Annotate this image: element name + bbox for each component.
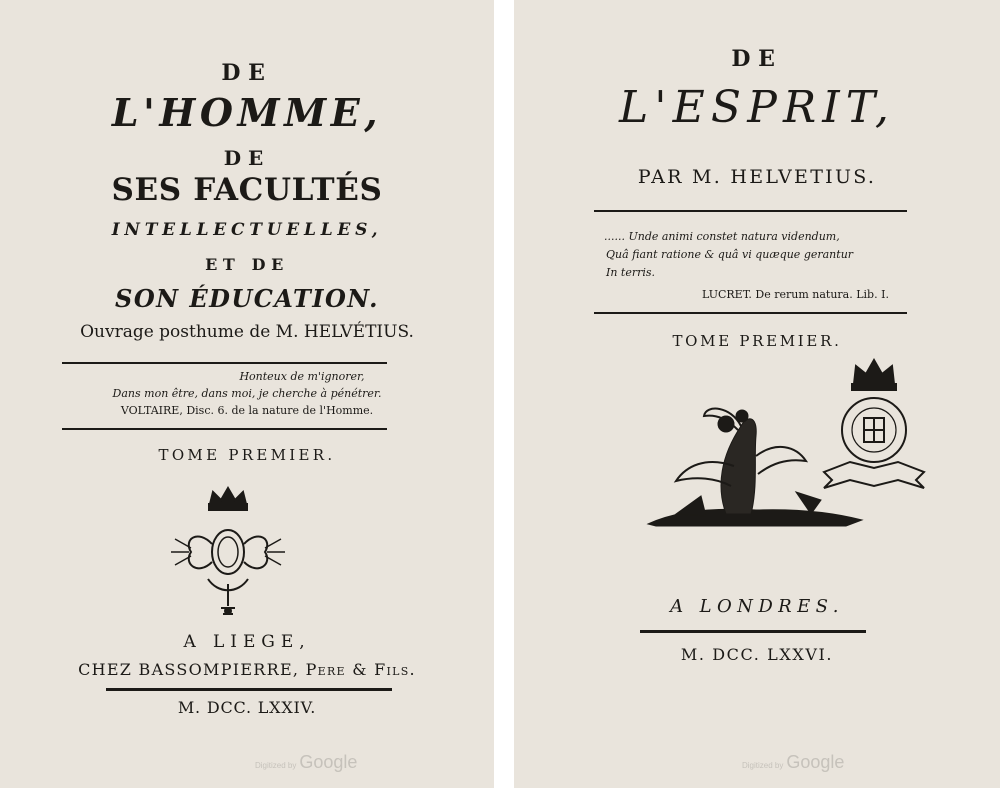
royal-crest-ornament xyxy=(163,484,293,619)
year-rule xyxy=(106,688,392,691)
library-stamp xyxy=(820,354,928,496)
author: PAR M. HELVETIUS. xyxy=(637,166,877,188)
epigraph-source: LUCRET. De rerum natura. Lib. I. xyxy=(702,288,889,301)
place: A LONDRES. xyxy=(670,596,844,617)
year-rule xyxy=(640,630,866,633)
year: M. DCC. LXXVI. xyxy=(680,645,834,664)
google-watermark: Digitized by Google xyxy=(255,752,358,772)
place: A LIEGE, xyxy=(183,632,311,652)
title-homme: L'HOMME, xyxy=(111,90,383,135)
title-esprit: L'ESPRIT, xyxy=(619,82,895,133)
epigraph-line-3: In terris. xyxy=(606,266,656,279)
epigraph-line-1: Honteux de m'ignorer, xyxy=(239,370,365,383)
left-title-page xyxy=(0,0,494,788)
title-et-de: ET DE xyxy=(205,255,289,274)
epigraph-line-1: ...... Unde animi constet natura videndum, xyxy=(604,230,840,243)
bottom-rule xyxy=(62,428,387,430)
volume-label: TOME PREMIER. xyxy=(158,446,336,464)
top-rule xyxy=(62,362,387,364)
epigraph-source: VOLTAIRE, Disc. 6. de la nature de l'Homme. xyxy=(120,404,374,417)
title-education: SON ÉDUCATION. xyxy=(115,284,379,313)
right-title-page xyxy=(514,0,1000,788)
bottom-rule xyxy=(594,312,907,314)
title-de: DE xyxy=(221,60,273,86)
publisher: CHEZ BASSOMPIERRE, Pere & Fils. xyxy=(78,660,416,679)
epigraph-line-2: Dans mon être, dans moi, je cherche à pénétrer. xyxy=(112,387,382,400)
year: M. DCC. LXXIV. xyxy=(177,698,317,717)
top-rule xyxy=(594,210,907,212)
google-watermark: Digitized by Google xyxy=(742,752,845,772)
subtitle: Ouvrage posthume de M. HELVÉTIUS. xyxy=(80,322,414,342)
title-de-2: DE xyxy=(223,146,271,170)
title-facultes: SES FACULTÉS xyxy=(111,172,383,208)
title-intellectuelles: INTELLECTUELLES, xyxy=(111,220,383,240)
volume-label: TOME PREMIER. xyxy=(672,332,842,350)
title-de: DE xyxy=(731,46,783,72)
epigraph-line-2: Quâ fiant ratione & quâ vi quæque gerantur xyxy=(606,248,854,261)
